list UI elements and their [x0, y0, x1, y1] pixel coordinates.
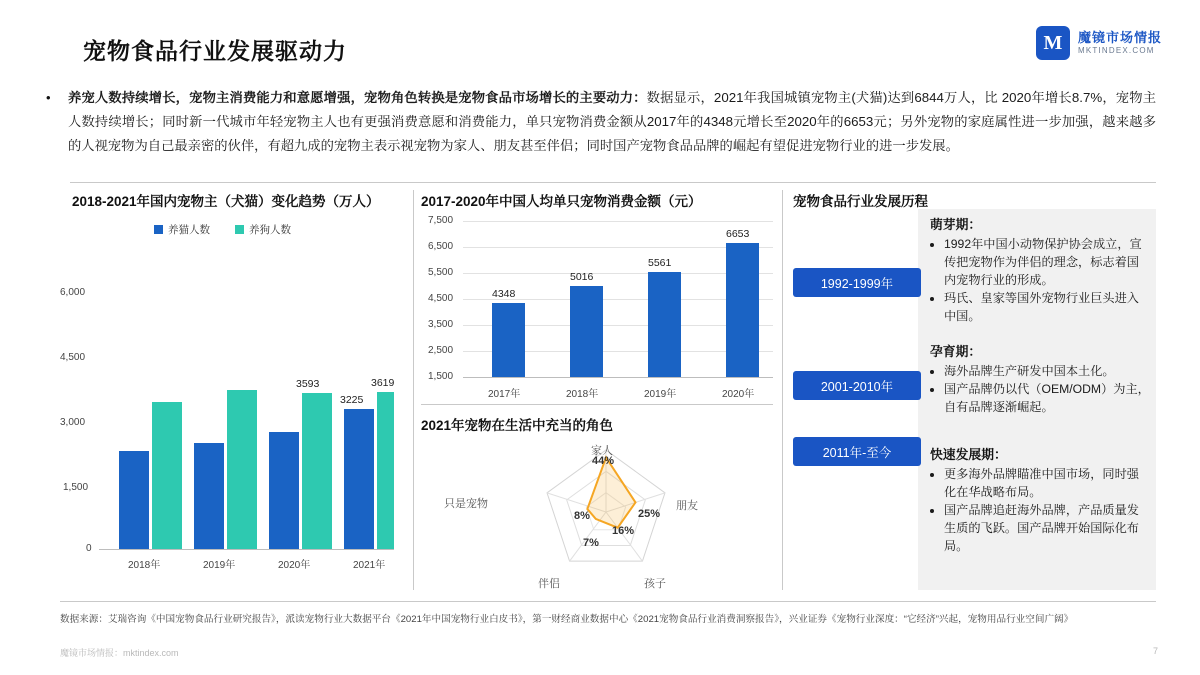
chart2-xtick-2019: 2019年	[644, 389, 677, 400]
chart2-ytick-2500: 2,500	[428, 345, 454, 356]
page-number: 7	[1152, 646, 1158, 656]
chart2-bar-2018	[570, 286, 603, 377]
chart1-label-cat-2021: 3225	[340, 394, 364, 406]
legend-swatch-dog	[235, 225, 244, 234]
radar-value-friend: 25%	[638, 508, 661, 520]
logo-domain: MKTINDEX.COM	[1077, 45, 1155, 55]
chart2-label-2019: 5561	[648, 257, 672, 269]
chart2-xtick-2018: 2018年	[566, 389, 599, 400]
chart2-label-2020: 6653	[726, 228, 750, 240]
lead-bold: 养宠人数持续增长，宠物主消费能力和意愿增强，宠物角色转换是宠物食品市场增长的主要动力：	[68, 90, 647, 105]
logo-name: 魔镜市场情报	[1077, 29, 1162, 45]
page-title: 宠物食品行业发展驱动力	[83, 38, 347, 64]
radar-label-justpet: 只是宠物	[444, 498, 488, 510]
radar-label-family: 家人	[591, 445, 613, 457]
timeline-stage-3-name: 快速发展期：	[930, 447, 1007, 462]
timeline-period-3[interactable]: 2011年-至今	[793, 437, 921, 466]
timeline-stage-2-item-1: • 海外品牌生产研发中国本土化。	[944, 362, 1150, 380]
chart1-ytick-6000: 6,000	[60, 287, 86, 298]
chart1-ytick-1500: 1,500	[63, 482, 89, 493]
lead-body: 数据显示，2021年我国城镇宠物主(犬猫)达到6844万人，比 2020年增长8.7%，宠物主人数持续增长；同时新一代城市年轻宠物主人也有更强消费意愿和消费能力，单只宠物消费金额从2017年的4348元增长至2020年的6653元；另外宠物的家庭属性进一步加强，越来越多的人视宠物为自己最亲密的伙伴，有超九成的宠物主表示视宠物为家人、朋友甚至伴侣；同时国产宠物食品品牌的崛起有望促进宠物行业的进一步发展。	[68, 90, 1156, 153]
timeline-period-1[interactable]: 1992-1999年	[793, 268, 921, 297]
timeline-stage-2-item-2: • 国产品牌仍以代（OEM/ODM）为主，自有品牌逐渐崛起。	[944, 380, 1150, 416]
radar-value-justpet: 8%	[574, 510, 590, 522]
chart2-title: 2017-2020年中国人均单只宠物消费金额（元）	[421, 194, 702, 209]
timeline-stage-3-item-1: • 更多海外品牌瞄准中国市场，同时强化在华战略布局。	[944, 465, 1150, 501]
radar-label-friend: 朋友	[676, 500, 698, 512]
timeline-stage-2	[930, 341, 1150, 416]
logo-icon: M	[1036, 26, 1070, 60]
timeline-stage-1-name: 萌芽期：	[930, 217, 982, 232]
chart1-bar-cat-2019	[194, 443, 224, 549]
chart2-ytick-7500: 7,500	[428, 215, 454, 226]
chart2-xtick-2017: 2017年	[488, 389, 521, 400]
legend-item-cat	[154, 222, 210, 237]
chart1-ytick-3000: 3,000	[60, 417, 86, 428]
footer-brand: 魔镜市场情报：mktindex.com	[60, 648, 179, 658]
radar-label-child: 孩子	[644, 578, 666, 590]
timeline-period-2[interactable]: 2001-2010年	[793, 371, 921, 400]
chart2-grid-7500	[463, 221, 773, 222]
chart1-xtick-2018: 2018年	[128, 560, 161, 571]
chart2-label-2018: 5016	[570, 271, 594, 283]
chart1-x-axis	[99, 549, 394, 550]
chart2-bar-2017	[492, 303, 525, 377]
legend-item-dog	[235, 222, 291, 237]
divider-v1	[413, 190, 414, 590]
radar-value-family: 44%	[592, 455, 615, 467]
chart2-ytick-5500: 5,500	[428, 267, 454, 278]
timeline-stage-3-item-2: • 国产品牌追赶海外品牌，产品质量发生质的飞跃。国产品牌开始国际化布局。	[944, 501, 1150, 555]
bullet-icon: •	[46, 90, 51, 105]
chart2-ytick-1500: 1,500	[428, 371, 454, 382]
legend-label-cat: 养猫人数	[168, 224, 210, 236]
divider-v2	[782, 190, 783, 590]
radar-label-partner: 伴侣	[538, 578, 560, 590]
lead-paragraph	[46, 86, 1156, 158]
radar-data-polygon	[587, 457, 635, 527]
legend-label-dog: 养狗人数	[249, 224, 291, 236]
chart2-bar-2020	[726, 243, 759, 377]
chart1-bar-dog-2019	[227, 390, 257, 549]
divider-bottom	[60, 601, 1156, 602]
chart1-bar-dog-2020	[302, 393, 332, 549]
chart1-ytick-4500: 4,500	[60, 352, 86, 363]
chart2-ytick-6500: 6,500	[428, 241, 454, 252]
chart1-bar-cat-2021	[344, 409, 374, 549]
chart2-label-2017: 4348	[492, 288, 516, 300]
chart1-bar-dog-2021	[377, 392, 394, 549]
timeline-stage-1	[930, 214, 1150, 325]
chart2-bar-2019	[648, 272, 681, 377]
chart2-xtick-2020: 2020年	[722, 389, 755, 400]
chart1-bar-dog-2018	[152, 402, 182, 549]
legend-swatch-cat	[154, 225, 163, 234]
timeline-stage-1-item-1: • 1992年中国小动物保护协会成立，宣传把宠物作为伴侣的理念，标志着国内宠物行业的形成。	[944, 235, 1150, 289]
chart1-xtick-2021: 2021年	[353, 560, 386, 571]
chart1-bar-cat-2018	[119, 451, 149, 549]
source-note: 数据来源：艾瑞咨询《中国宠物食品行业研究报告》，派读宠物行业大数据平台《2021年中国宠物行业白皮书》，第一财经商业数据中心《2021宠物食品行业消费洞察报告》，兴业证券《宠物行业深度：“它经济”兴起，宠物用品行业空间广阔》	[60, 614, 1074, 625]
chart1-xtick-2020: 2020年	[278, 560, 311, 571]
divider-mid	[421, 404, 773, 405]
brand-logo	[1036, 26, 1162, 60]
chart2-x-axis	[463, 377, 773, 378]
chart1-label-dog-2020: 3593	[296, 378, 320, 390]
chart2-ytick-4500: 4,500	[428, 293, 454, 304]
divider-top	[70, 182, 1156, 183]
chart1-ytick-0: 0	[86, 543, 92, 554]
chart1-label-dog-2021: 3619	[371, 377, 395, 389]
radar-value-child: 16%	[612, 525, 635, 537]
timeline-stage-2-name: 孕育期：	[930, 344, 982, 359]
chart1-bar-cat-2020	[269, 432, 299, 549]
timeline-stage-3	[930, 444, 1150, 555]
timeline-stage-1-item-2: • 玛氏、皇家等国外宠物行业巨头进入中国。	[944, 289, 1150, 325]
radar-value-partner: 7%	[583, 537, 599, 549]
timeline-title: 宠物食品行业发展历程	[793, 194, 928, 209]
chart2-ytick-3500: 3,500	[428, 319, 454, 330]
chart1-xtick-2019: 2019年	[203, 560, 236, 571]
chart1-title: 2018-2021年国内宠物主（犬猫）变化趋势（万人）	[72, 194, 380, 209]
chart3-title: 2021年宠物在生活中充当的角色	[421, 418, 614, 433]
